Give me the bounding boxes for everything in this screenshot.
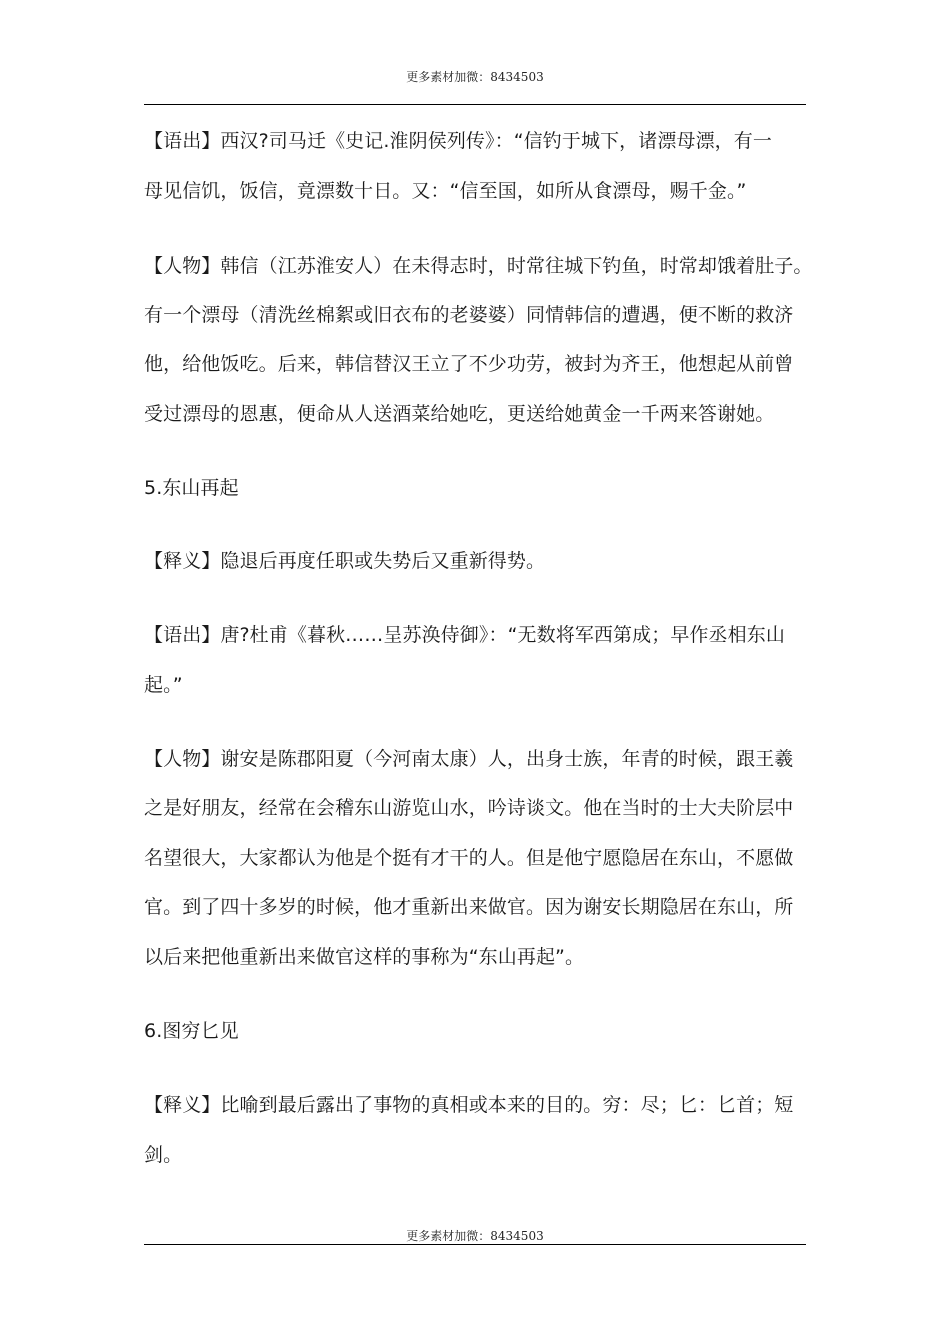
footer-rule: [144, 1244, 806, 1245]
person-line-4: 受过漂母的恩惠，便命从人送酒菜给她吃，更送给她黄金一千两来答谢她。: [144, 403, 775, 425]
person-line-5c: 名望很大，大家都认为他是个挺有才干的人。但是他宁愿隐居在东山，不愿做: [144, 847, 794, 869]
meaning-line-6a: 【释义】比喻到最后露出了事物的真相或本来的目的。穷：尽；匕：匕首；短: [144, 1094, 794, 1116]
meaning-line-6b: 剑。: [144, 1144, 183, 1166]
person-line-3: 他，给他饭吃。后来，韩信替汉王立了不少功劳，被封为齐王，他想起从前曾: [144, 353, 794, 375]
person-line-5b: 之是好朋友，经常在会稽东山游览山水，吟诗谈文。他在当时的士大夫阶层中: [144, 797, 794, 819]
person-line-2: 有一个漂母（清洗丝棉絮或旧衣布的老婆婆）同情韩信的遭遇，便不断的救济: [144, 304, 794, 326]
source-line-2: 母见信饥，饭信，竟漂数十日。又：“信至国，如所从食漂母，赐千金。”: [144, 180, 747, 202]
source-line-5a: 【语出】唐?杜甫《暮秋……呈苏涣侍御》：“无数将军西第成；早作丞相东山: [144, 624, 785, 646]
section-heading-5: 5.东山再起: [144, 477, 239, 499]
page-header: 更多素材加微：8434503: [406, 70, 544, 84]
source-line-5b: 起。”: [144, 674, 183, 696]
section-heading-6: 6.图穷匕见: [144, 1020, 239, 1042]
person-line-5a: 【人物】谢安是陈郡阳夏（今河南太康）人，出身士族，年青的时候，跟王羲: [144, 748, 794, 770]
person-line-5e: 以后来把他重新出来做官这样的事称为“东山再起”。: [144, 946, 585, 968]
header-rule: [144, 104, 806, 105]
source-line-1: 【语出】西汉?司马迁《史记.淮阴侯列传》：“信钓于城下，诸漂母漂，有一: [144, 130, 772, 152]
meaning-line-5: 【释义】隐退后再度任职或失势后又重新得势。: [144, 550, 546, 572]
person-line-1: 【人物】韩信（江苏淮安人）在未得志时，时常往城下钓鱼，时常却饿着肚子。: [144, 255, 813, 277]
person-line-5d: 官。到了四十多岁的时候，他才重新出来做官。因为谢安长期隐居在东山，所: [144, 896, 794, 918]
page-footer: 更多素材加微：8434503: [406, 1229, 544, 1243]
